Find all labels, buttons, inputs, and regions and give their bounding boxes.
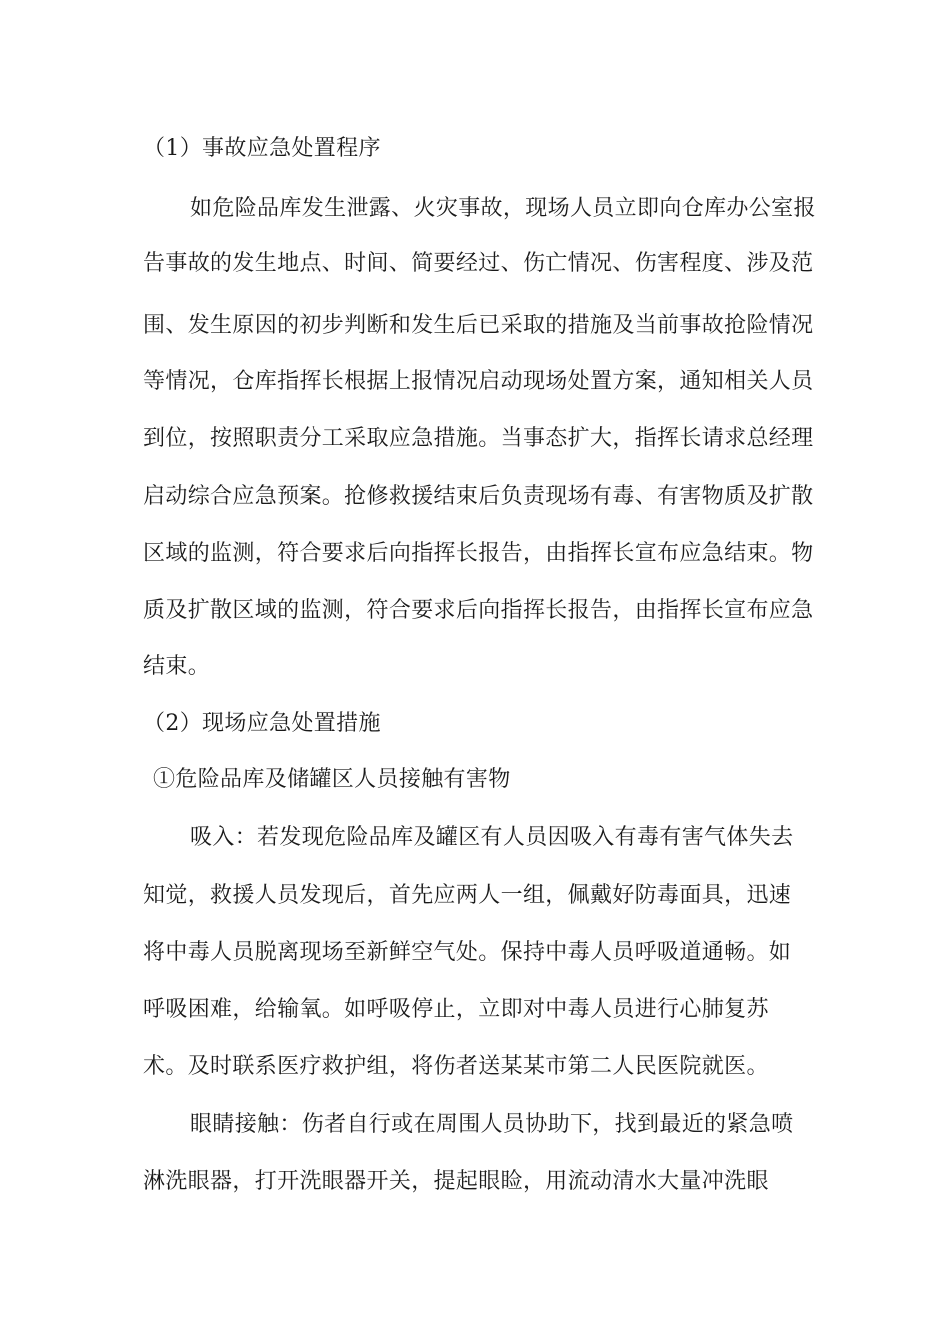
paragraph-line: 质及扩散区域的监测，符合要求后向指挥长报告，由指挥长宣布应急 (143, 598, 814, 623)
paragraph-line: 区域的监测，符合要求后向指挥长报告，由指挥长宣布应急结束。物 (143, 541, 814, 566)
paragraph-line: 眼睛接触：伤者自行或在周围人员协助下，找到最近的紧急喷 (190, 1112, 794, 1137)
paragraph-line: 告事故的发生地点、时间、简要经过、伤亡情况、伤害程度、涉及范 (143, 251, 814, 276)
paragraph-line: 等情况，仓库指挥长根据上报情况启动现场处置方案，通知相关人员 (143, 369, 814, 394)
paragraph-line: 如危险品库发生泄露、火灾事故，现场人员立即向仓库办公室报 (190, 196, 816, 221)
paragraph-line: 术。及时联系医疗救护组，将伤者送某某市第二人民医院就医。 (143, 1054, 769, 1079)
paragraph-line: 启动综合应急预案。抢修救援结束后负责现场有毒、有害物质及扩散 (143, 484, 814, 509)
paragraph-line: 呼吸困难，给输氧。如呼吸停止，立即对中毒人员进行心肺复苏 (143, 997, 769, 1022)
paragraph-line: 结束。 (143, 654, 211, 679)
paragraph-line: 将中毒人员脱离现场至新鲜空气处。保持中毒人员呼吸道通畅。如 (143, 940, 792, 965)
paragraph-line: 到位，按照职责分工采取应急措施。当事态扩大，指挥长请求总经理 (143, 426, 814, 451)
paragraph-line: 淋洗眼器，打开洗眼器开关，提起眼睑，用流动清水大量冲洗眼 (143, 1169, 769, 1194)
subsection-heading: ①危险品库及储罐区人员接触有害物 (153, 767, 511, 792)
paragraph-line: 围、发生原因的初步判断和发生后已采取的措施及当前事故抢险情况 (143, 313, 814, 338)
paragraph-line: 知觉，救援人员发现后，首先应两人一组，佩戴好防毒面具，迅速 (143, 883, 792, 908)
section-heading-2: （2）现场应急处置措施 (143, 711, 381, 736)
section-heading-1: （1）事故应急处置程序 (143, 136, 381, 161)
paragraph-line: 吸入：若发现危险品库及罐区有人员因吸入有毒有害气体失去 (190, 825, 794, 850)
